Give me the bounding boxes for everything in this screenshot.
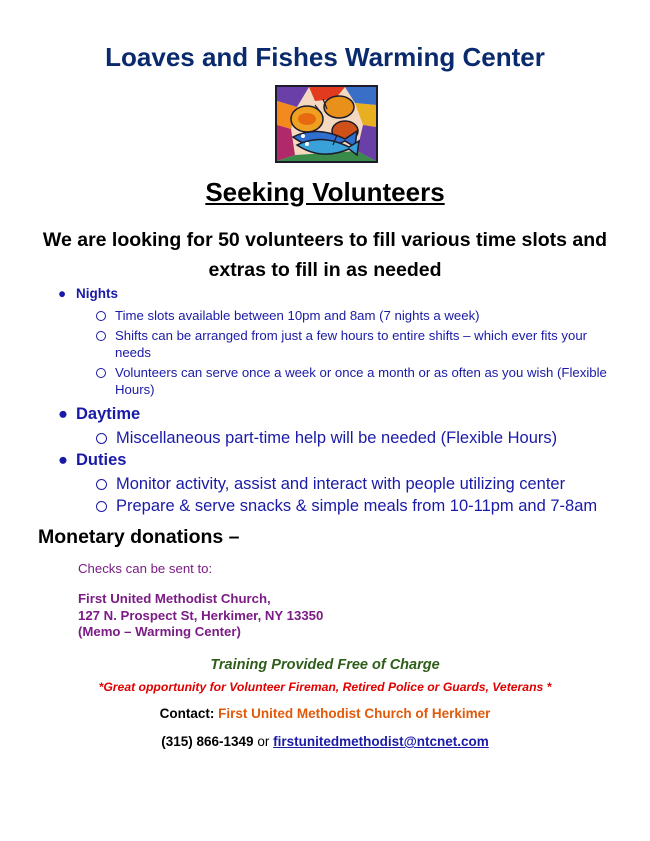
circle-bullet-icon [96, 433, 107, 444]
contact-label: Contact: [159, 706, 215, 721]
list-item-text: Prepare & serve snacks & simple meals from 10-11pm and 7-8am [116, 497, 598, 515]
list-item [96, 327, 616, 361]
opportunity-note: *Great opportunity for Volunteer Fireman, Retired Police or Guards, Veterans * [98, 680, 552, 694]
duties-list [96, 473, 597, 517]
circle-bullet-icon [96, 311, 106, 321]
list-item-text: Miscellaneous part-time help will be needed (Flexible Hours) [116, 429, 558, 447]
email-link[interactable]: firstunitedmethodist@ntcnet.com [273, 734, 489, 749]
daytime-section [58, 405, 557, 449]
checks-text: Checks can be sent to: [78, 561, 213, 576]
nights-label: Nights [76, 286, 118, 301]
duties-heading [58, 451, 597, 470]
phone-number: (315) 866-1349 [161, 734, 254, 749]
or-text: or [257, 734, 270, 749]
list-item-text: Monitor activity, assist and interact with people utilizing center [116, 475, 566, 493]
nights-heading [58, 286, 616, 301]
circle-bullet-icon [96, 501, 107, 512]
address-line: (Memo – Warming Center) [78, 624, 241, 639]
training-note: Training Provided Free of Charge [210, 657, 440, 673]
address-line: 127 N. Prospect St, Herkimer, NY 13350 [78, 607, 324, 623]
list-item-text: Shifts can be arranged from just a few hours to entire shifts – which ever fits your needs [115, 328, 588, 360]
bullet-icon: ● [58, 405, 68, 423]
nights-section [58, 286, 616, 401]
list-item-text: Time slots available between 10pm and 8am (7 nights a week) [115, 308, 480, 323]
duties-label: Duties [76, 451, 127, 469]
nights-list [96, 307, 616, 398]
list-item [96, 495, 597, 517]
bullet-icon: ● [58, 286, 67, 301]
phone-line [0, 734, 650, 749]
list-item [96, 364, 616, 398]
contact-org: First United Methodist Church of Herkimer [218, 706, 491, 721]
circle-bullet-icon [96, 479, 107, 490]
contact-line [0, 706, 650, 721]
circle-bullet-icon [96, 368, 106, 378]
daytime-list [96, 427, 557, 449]
duties-section [58, 451, 597, 517]
stained-glass-fish-icon [275, 85, 378, 163]
list-item [96, 473, 597, 495]
circle-bullet-icon [96, 331, 106, 341]
address-line: First United Methodist Church, [78, 591, 271, 606]
section-heading: Seeking Volunteers [205, 177, 445, 207]
list-item-text: Volunteers can serve once a week or once a month or as often as you wish (Flexible Hours) [115, 365, 607, 397]
monetary-heading: Monetary donations – [38, 526, 240, 548]
bullet-icon: ● [58, 451, 68, 469]
mailing-address [78, 591, 323, 641]
list-item [96, 307, 616, 324]
daytime-heading [58, 405, 557, 424]
list-item [96, 427, 557, 449]
lead-text: We are looking for 50 volunteers to fill various time slots and extras to fill in as needed [42, 229, 608, 281]
daytime-label: Daytime [76, 405, 141, 423]
page-title: Loaves and Fishes Warming Center [105, 42, 545, 72]
